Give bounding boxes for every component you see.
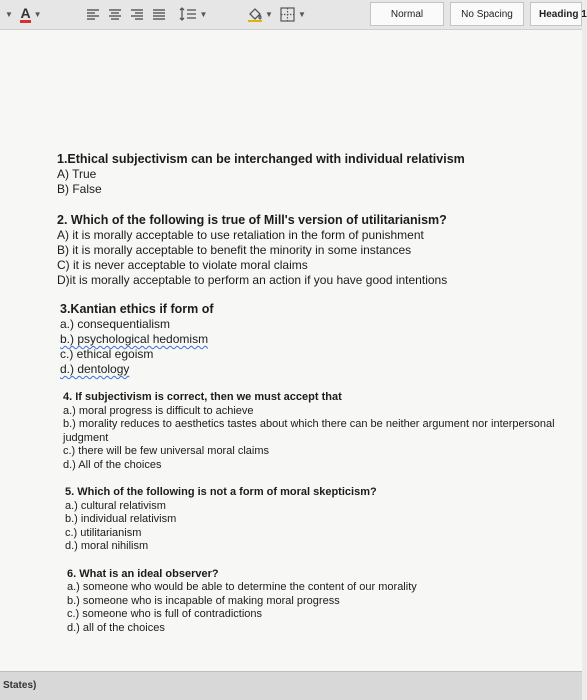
question-2 <box>57 213 577 288</box>
answer-option: c.) there will be few universal moral claims <box>63 445 270 457</box>
style-normal[interactable]: Normal <box>370 2 444 26</box>
paint-bucket-icon <box>247 6 263 22</box>
ribbon-toolbar <box>0 0 587 30</box>
answer-option: a.) someone who would be able to determine the content of our morality <box>67 581 417 593</box>
answer-option: c.) utilitarianism <box>65 526 142 539</box>
answer-option: b.) morality reduces to aesthetics tastes about which there can be neither argument nor interpersonal judgment <box>63 418 555 444</box>
answer-option: D)it is morally acceptable to perform an action if you have good intentions <box>57 273 448 287</box>
question-3 <box>60 302 577 377</box>
question-6 <box>67 568 577 636</box>
borders-chevron-icon: ▼ <box>298 9 306 19</box>
style-no-spacing[interactable]: No Spacing <box>450 2 524 26</box>
question-stem: 6. What is an ideal observer? <box>67 567 219 580</box>
font-color-letter: A <box>20 4 31 21</box>
line-spacing-icon <box>179 7 197 21</box>
borders-icon <box>280 7 295 22</box>
question-stem: 2. Which of the following is true of Mill's version of utilitarianism? <box>57 213 447 227</box>
answer-option: B) it is morally acceptable to benefit the minority in some instances <box>57 243 412 257</box>
question-stem: 1.Ethical subjectivism can be interchanged with individual relativism <box>57 152 465 166</box>
shading-button[interactable] <box>246 4 274 24</box>
question-stem: 5. Which of the following is not a form of moral skepticism? <box>65 486 377 498</box>
answer-option: c.) someone who is full of contradictions <box>67 608 263 620</box>
style-heading-1[interactable]: Heading 1 <box>530 2 582 26</box>
answer-option: c.) ethical egoism <box>60 347 154 361</box>
answer-option: b.) psychological hedomism <box>60 332 209 346</box>
status-bar <box>0 671 582 700</box>
answer-option: d.) all of the choices <box>67 621 165 634</box>
question-stem: 3.Kantian ethics if form of <box>60 302 214 316</box>
status-language[interactable]: States) <box>3 680 37 691</box>
justify-icon[interactable] <box>150 4 168 24</box>
document-page[interactable] <box>0 30 582 671</box>
question-1 <box>57 152 577 197</box>
answer-option: b.) individual relativism <box>65 513 177 525</box>
document-body[interactable] <box>57 152 577 644</box>
answer-option: A) True <box>57 167 97 181</box>
question-stem: 4. If subjectivism is correct, then we must accept that <box>63 391 342 403</box>
answer-option: d.) moral nihilism <box>65 540 149 552</box>
answer-option: A) it is morally acceptable to use retaliation in the form of punishment <box>57 228 424 242</box>
question-5 <box>65 486 577 554</box>
answer-option: C) it is never acceptable to violate moral claims <box>57 258 308 272</box>
line-spacing-button[interactable] <box>176 4 210 24</box>
answer-option: a.) consequentialism <box>60 317 171 331</box>
answer-option: d.) All of the choices <box>63 458 162 471</box>
highlight-dropdown-chevron-icon[interactable]: ▼ <box>5 9 13 19</box>
answer-option: b.) someone who is incapable of making moral progress <box>67 594 340 607</box>
answer-option: a.) moral progress is difficult to achieve <box>63 404 254 417</box>
line-spacing-chevron-icon: ▼ <box>199 9 208 19</box>
borders-button[interactable] <box>278 4 308 24</box>
align-left-icon[interactable] <box>84 4 102 24</box>
font-color-chevron-icon: ▼ <box>33 9 42 19</box>
align-center-icon[interactable] <box>106 4 124 24</box>
answer-option: a.) cultural relativism <box>65 499 166 512</box>
question-4 <box>63 391 577 472</box>
answer-option: d.) dentology <box>60 362 130 376</box>
answer-option: B) False <box>57 182 102 196</box>
shading-chevron-icon: ▼ <box>265 9 273 19</box>
align-right-icon[interactable] <box>128 4 146 24</box>
font-color-button[interactable] <box>18 4 44 24</box>
